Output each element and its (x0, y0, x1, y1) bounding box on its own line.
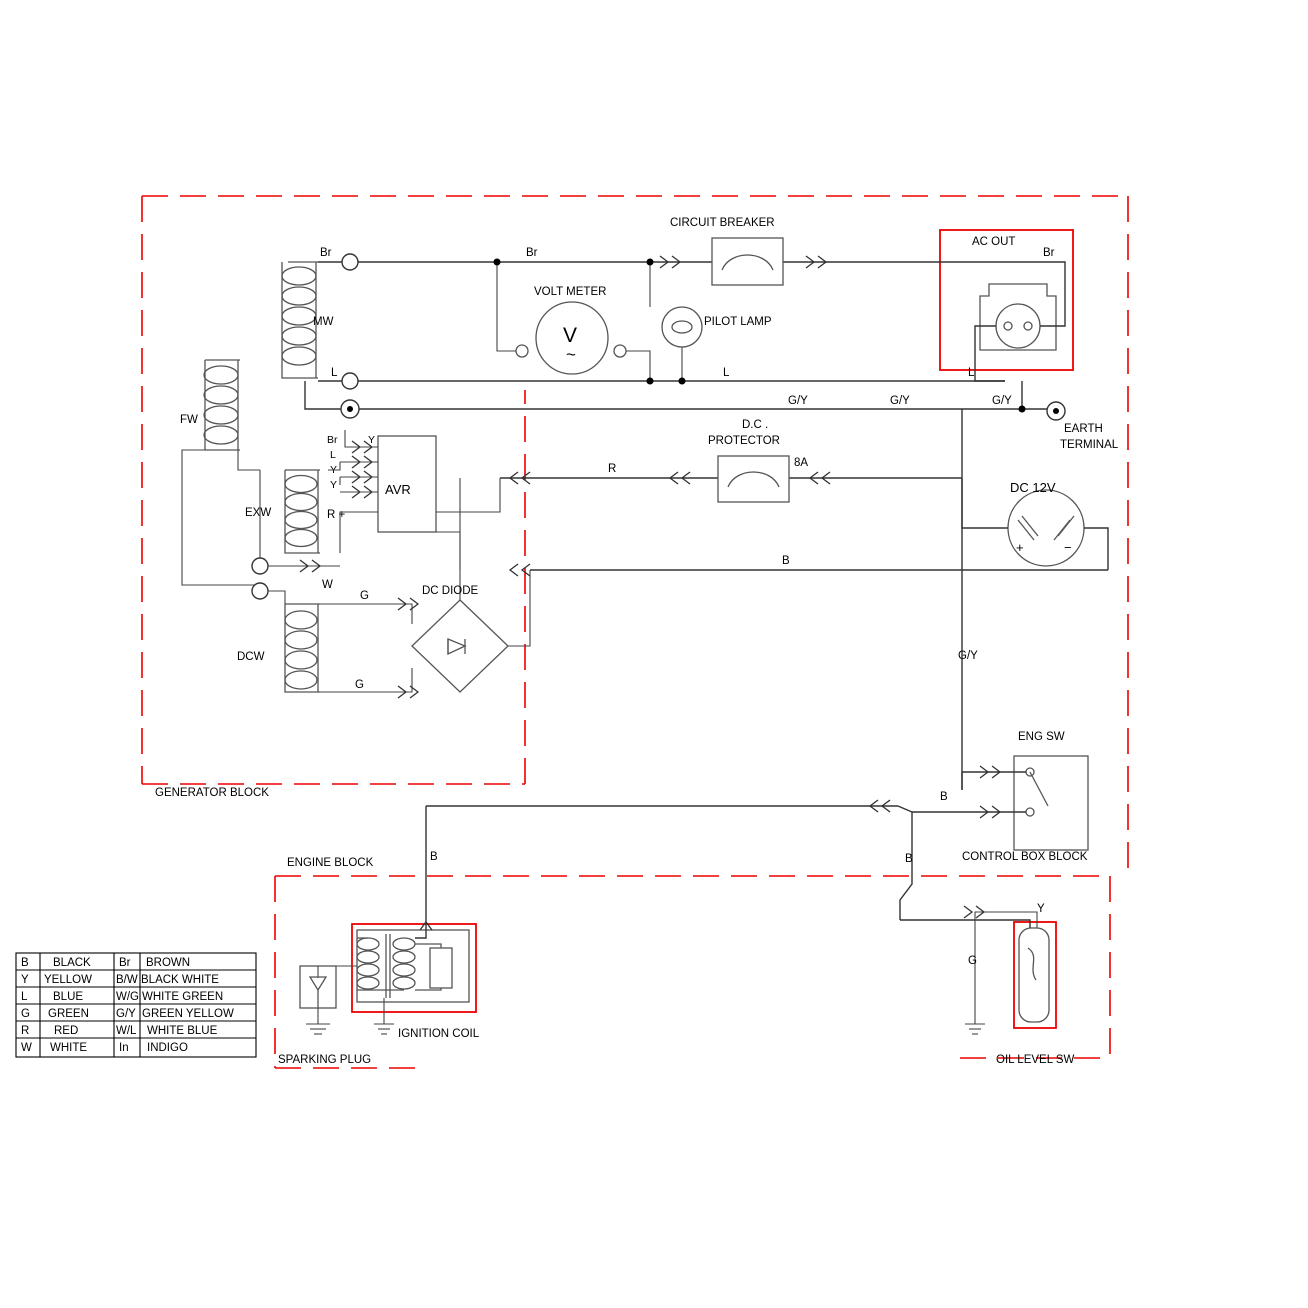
legend-code2-2: W/G (116, 991, 139, 1003)
label-avr-y1: Y (368, 434, 376, 446)
earth-terminal-label-2: TERMINAL (1060, 439, 1119, 451)
legend-name2-0: BROWN (146, 957, 191, 969)
engine-block-label: ENGINE BLOCK (287, 857, 374, 869)
main-winding-label: MW (313, 316, 334, 328)
legend-code-2: L (21, 991, 28, 1003)
oil-level-sw-label: OIL LEVEL SW (996, 1054, 1075, 1066)
legend-code2-1: B/W (116, 974, 138, 986)
avr-label: AVR (385, 482, 411, 497)
label-g-diode-top: G (360, 590, 369, 602)
eng-sw-arrows (980, 766, 1000, 818)
dc-12v-label: DC 12V (1010, 480, 1056, 495)
circuit-breaker[interactable] (712, 238, 783, 285)
earth-terminal-label-1: EARTH (1064, 423, 1103, 435)
ignition-coil-label: IGNITION COIL (398, 1028, 480, 1040)
dc-winding-label: DCW (237, 651, 265, 663)
legend-name2-3: GREEN YELLOW (142, 1008, 234, 1020)
earth-gy-wire (305, 381, 1047, 790)
label-b-oil: B (905, 853, 913, 865)
dc-protector-label-1: D.C . (742, 419, 769, 431)
ignition-coil (318, 924, 469, 1034)
label-br-gen-out: Br (320, 247, 332, 259)
legend-code-5: W (21, 1042, 32, 1054)
legend-code-1: Y (21, 974, 29, 986)
field-winding-label: FW (180, 414, 198, 426)
label-y-oil: Y (1037, 903, 1045, 915)
volt-meter-symbol: V (563, 324, 578, 347)
dc-diode-label: DC DIODE (422, 585, 479, 597)
legend-name-0: BLACK (53, 957, 91, 969)
legend-code2-3: G/Y (116, 1008, 136, 1020)
legend-name2-1: BLACK WHITE (141, 974, 219, 986)
ac-out-label: AC OUT (972, 236, 1016, 248)
eng-sw[interactable] (912, 756, 1088, 850)
label-avr-l: L (330, 449, 336, 461)
volt-meter-ac-symbol: ~ (566, 345, 576, 364)
label-br-ac-out: Br (1043, 247, 1055, 259)
legend-code2-0: Br (119, 957, 131, 969)
label-gy-eng: G/Y (958, 650, 978, 662)
wire-color-legend (16, 953, 256, 1057)
avr-input-arrows (352, 441, 372, 498)
label-gy-1: G/Y (788, 395, 808, 407)
label-gy-3: G/Y (992, 395, 1012, 407)
pilot-lamp (647, 259, 703, 382)
legend-name-5: WHITE (50, 1042, 88, 1054)
field-winding (204, 360, 240, 450)
legend-name-1: YELLOW (44, 974, 92, 986)
dc-protector[interactable] (718, 456, 789, 502)
control-box-block-label: CONTROL BOX BLOCK (962, 851, 1088, 863)
l-terminal-node (342, 373, 358, 389)
legend-code2-5: In (119, 1042, 129, 1054)
label-br-to-breaker: Br (526, 247, 538, 259)
dc-protector-rating: 8A (794, 457, 809, 469)
label-gy-2: G/Y (890, 395, 910, 407)
legend-code-3: G (21, 1008, 30, 1020)
legend-name2-5: INDIGO (147, 1042, 188, 1054)
label-b-coil: B (430, 851, 438, 863)
dc-protector-label-2: PROTECTOR (708, 435, 780, 447)
label-l-ac-out: L (968, 367, 975, 379)
oil-level-sw[interactable] (900, 912, 1049, 1034)
b-wire-oil (900, 812, 912, 920)
b-wire-joint (898, 806, 912, 812)
dc-plus-label: + (1016, 540, 1024, 555)
label-l-gen-out: L (331, 367, 338, 379)
label-r-dc: R (608, 463, 617, 475)
exciter-winding (285, 470, 320, 553)
ac-out-socket[interactable] (975, 262, 1065, 381)
dc-b-arrows (510, 564, 530, 576)
sparking-plug-label: SPARKING PLUG (278, 1054, 372, 1066)
dc-minus-label: − (1064, 540, 1072, 555)
earth-terminal (1047, 402, 1065, 420)
label-avr-y3: Y (330, 479, 338, 491)
label-avr-y2: Y (330, 464, 338, 476)
avr-unit (378, 436, 436, 532)
legend-name2-4: WHITE BLUE (147, 1025, 218, 1037)
label-b-eng-sw: B (940, 791, 948, 803)
label-g-oil: G (968, 955, 977, 967)
label-g-diode-bottom: G (355, 679, 364, 691)
br-terminal-node (342, 254, 358, 270)
oil-level-sw-box (1014, 922, 1056, 1028)
pilot-lamp-label: PILOT LAMP (704, 316, 772, 328)
legend-code-4: R (21, 1025, 30, 1037)
volt-meter-label: VOLT METER (534, 286, 607, 298)
dc-winding (285, 604, 320, 692)
exciter-winding-label: EXW (245, 507, 272, 519)
legend-code2-4: W/L (116, 1025, 137, 1037)
legend-name-3: GREEN (48, 1008, 89, 1020)
label-l-main: L (723, 367, 730, 379)
generator-block-label: GENERATOR BLOCK (155, 787, 269, 799)
label-w-exw: W (322, 579, 333, 591)
legend-name-4: RED (54, 1025, 79, 1037)
legend-code-0: B (21, 957, 29, 969)
circuit-breaker-label: CIRCUIT BREAKER (670, 217, 775, 229)
label-avr-br: Br (327, 434, 338, 446)
legend-name-2: BLUE (53, 991, 84, 1003)
label-b-dc: B (782, 555, 790, 567)
volt-meter (494, 259, 651, 382)
eng-sw-label: ENG SW (1018, 731, 1065, 743)
avr-r-plus-label: R + (327, 509, 346, 521)
legend-name2-2: WHITE GREEN (142, 991, 224, 1003)
